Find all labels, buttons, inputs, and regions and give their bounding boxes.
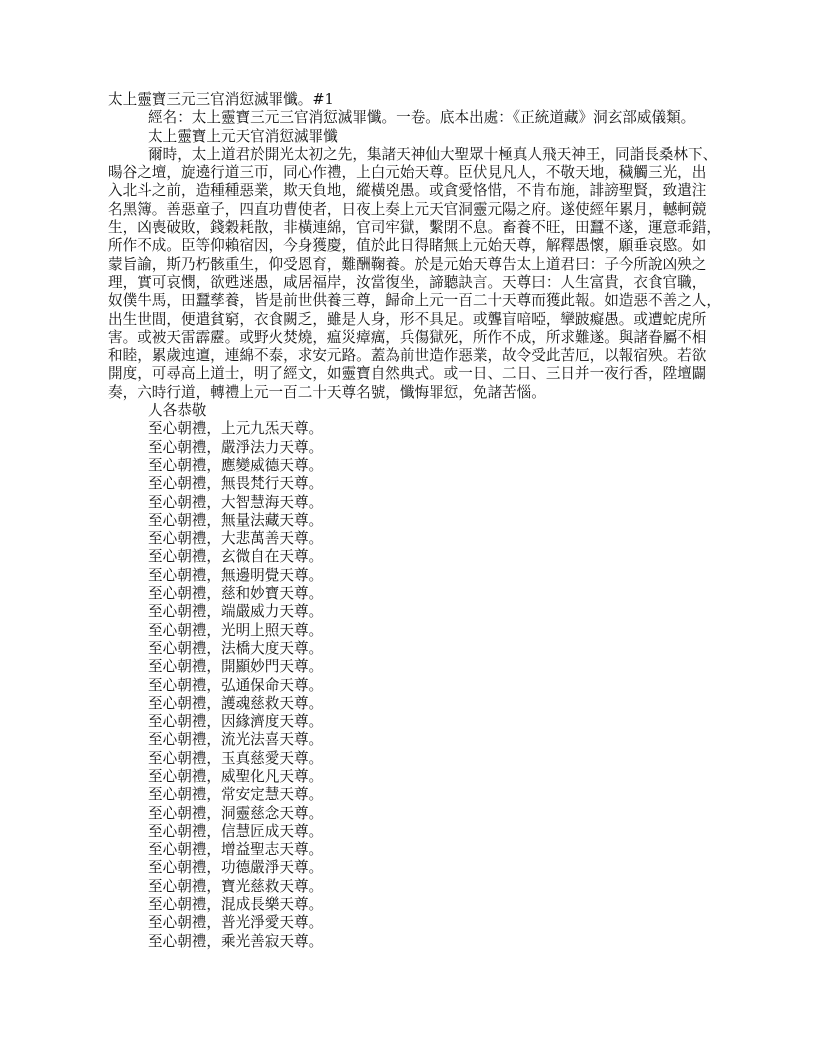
- invocation-item: 至心朝禮，玄微自在天尊。: [148, 548, 324, 566]
- invocation-item: 至心朝禮，無量法藏天尊。: [148, 511, 324, 529]
- reverence-heading: 人各恭敬: [148, 402, 207, 420]
- paragraph-line: 和睦，累歲迍邅，連綿不泰，求安元路。蓋為前世造作惡業，故令受此苦厄，以報宿殃。若欲: [108, 347, 707, 365]
- invocation-item: 至心朝禮，大智慧海天尊。: [148, 493, 324, 511]
- paragraph-line: 開度，可尋高上道士，明了經文，如靈寶自然典式。或一日、二日、三日并一夜行香，陞壇闢: [108, 365, 707, 383]
- invocation-item: 至心朝禮，玉真慈愛天尊。: [148, 749, 324, 767]
- invocation-item: 至心朝禮，信慧匠成天尊。: [148, 822, 324, 840]
- invocation-item: 至心朝禮，弘通保命天尊。: [148, 676, 324, 694]
- invocation-item: 至心朝禮，洞靈慈念天尊。: [148, 804, 324, 822]
- invocation-item: 至心朝禮，威聖化凡天尊。: [148, 767, 324, 785]
- invocation-item: 至心朝禮，嚴淨法力天尊。: [148, 438, 324, 456]
- paragraph-line: 理，實可哀憫，欲甦迷愚，咸居福岸，汝當復坐，諦聽訣言。天尊曰：人生富貴，衣食官職，: [108, 273, 707, 291]
- source-note: 經名：太上靈寶三元三官消愆滅罪懺。一卷。底本出處：《正統道藏》洞玄部威儀類。: [148, 109, 696, 127]
- invocation-item: 至心朝禮，上元九炁天尊。: [148, 420, 324, 438]
- invocation-item: 至心朝禮，乘光善寂天尊。: [148, 932, 324, 950]
- paragraph-line: 名黑簿。善惡童子，四直功曹使者，日夜上奏上元天官洞靈元陽之府。遂使經年累月，轗軻競: [108, 200, 707, 218]
- invocation-item: 至心朝禮，普光淨愛天尊。: [148, 914, 324, 932]
- paragraph-line: 蒙旨諭，斯乃朽骸重生，仰受恩育，難酬鞠養。於是元始天尊告太上道君曰：子今所說凶殃之: [108, 255, 707, 273]
- paragraph-line: 生，凶喪破敗，錢穀耗散，非橫連綿，官司牢獄，繫閉不息。畜養不旺，田蠶不遂，運意乖錯，: [108, 219, 721, 237]
- invocation-item: 至心朝禮，應變威德天尊。: [148, 456, 324, 474]
- paragraph-line: 暘谷之壇，旋遶行道三帀，同心作禮，上白元始天尊。臣伏見凡人，不敬天地，穢觸三光，出: [108, 164, 707, 182]
- invocation-item: 至心朝禮，無畏梵行天尊。: [148, 475, 324, 493]
- invocation-item: 至心朝禮，護魂慈救天尊。: [148, 694, 324, 712]
- invocation-item: 至心朝禮，開顯妙門天尊。: [148, 658, 324, 676]
- paragraph-line: 爾時，太上道君於開光太初之先，集諸天神仙大聖眾十極真人飛天神王，同詣長桑林下、: [148, 145, 718, 163]
- section-subtitle: 太上靈寶上元天官消愆滅罪懺: [148, 127, 338, 145]
- invocation-item: 至心朝禮，光明上照天尊。: [148, 621, 324, 639]
- paragraph-line: 入北斗之前，造種種惡業，欺天負地，縱橫兇愚。或貪愛恪惜，不肯布施，誹謗聖賢，致遣注: [108, 182, 707, 200]
- invocation-item: 至心朝禮，慈和妙寶天尊。: [148, 585, 324, 603]
- invocation-item: 至心朝禮，流光法喜天尊。: [148, 731, 324, 749]
- paragraph-line: 所作不成。臣等仰賴宿因，今身獲慶，值於此日得睹無上元始天尊，解釋愚懷，願垂哀愍。如: [108, 237, 707, 255]
- paragraph-line: 害。或被天雷霹靂。或野火焚燒，瘟災瘴癘，兵傷獄死，所作不成，所求難遂。與諸眷屬不相: [108, 328, 707, 346]
- invocation-item: 至心朝禮，法橋大度天尊。: [148, 639, 324, 657]
- invocation-item: 至心朝禮，端嚴威力天尊。: [148, 603, 324, 621]
- invocation-item: 至心朝禮，功德嚴淨天尊。: [148, 859, 324, 877]
- invocation-item: 至心朝禮，增益聖志天尊。: [148, 841, 324, 859]
- document-page: [108, 91, 721, 951]
- invocation-item: 至心朝禮，無邊明覺天尊。: [148, 566, 324, 584]
- invocation-item: 至心朝禮，寶光慈救天尊。: [148, 877, 324, 895]
- invocation-item: 至心朝禮，混成長樂天尊。: [148, 896, 324, 914]
- document-title: 太上靈寶三元三官消愆滅罪懺。#1: [108, 91, 334, 108]
- paragraph-line: 奴僕牛馬，田蠶孳養，皆是前世供養三尊，歸命上元一百二十天尊而獲此報。如造惡不善之人，: [108, 292, 721, 310]
- paragraph-line: 出生世間，便遣貧窮，衣食闕乏，雖是人身，形不具足。或聾盲喑啞，攣跛癡愚。或遭蛇虎所: [108, 310, 707, 328]
- invocation-list: [108, 420, 712, 951]
- main-paragraph: [108, 145, 721, 402]
- paragraph-line: 奏，六時行道，轉禮上元一百二十天尊名號，懺悔罪愆，免諸苦惱。: [108, 383, 546, 401]
- invocation-item: 至心朝禮，大悲萬善天尊。: [148, 530, 324, 548]
- invocation-item: 至心朝禮，常安定慧天尊。: [148, 786, 324, 804]
- invocation-item: 至心朝禮，因緣濟度天尊。: [148, 713, 324, 731]
